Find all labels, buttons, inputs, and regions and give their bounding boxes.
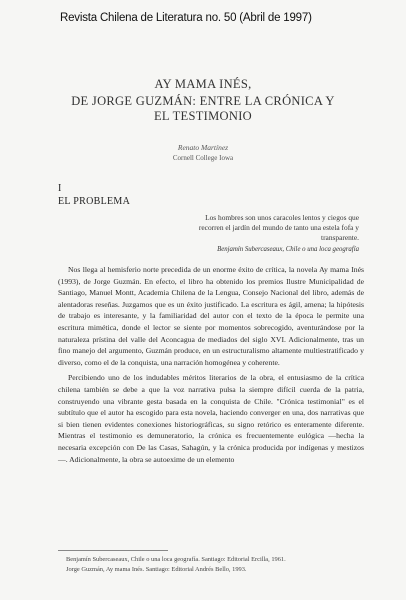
epigraph-line-3: transparente. — [321, 233, 359, 242]
body-text — [58, 264, 364, 465]
section-title: EL PROBLEMA — [58, 196, 131, 207]
footnote-divider — [58, 550, 168, 551]
footnote-2: Jorge Guzmán, Ay mama Inés. Santiago: Editorial Andrés Bello, 1993. — [66, 566, 247, 573]
epigraph-attribution: Benjamín Subercaseaux, Chile o una loca geografía — [217, 246, 359, 253]
author-name: Renato Martínez — [177, 143, 229, 152]
epigraph-line-1: Los hombres son unos caracoles lentos y ciegos que — [205, 213, 359, 222]
author-affiliation: Cornell College Iowa — [172, 154, 234, 162]
journal-header: Revista Chilena de Literatura no. 50 (Abril de 1997) — [60, 12, 312, 24]
title-line-2: DE JORGE GUZMÁN: ENTRE LA CRÓNICA Y — [71, 94, 335, 108]
paragraph-1: Nos llega al hemisferio norte precedida de un enorme éxito de crítica, la novela Ay mama Inés (1993), de Jorge Guzmán. En efecto, el libro ha obtenido los premios Ilustre Municipalidad de Santiago, Manuel Montt, Academia Chilena de la Lengua, Consejo Nacional del libro, además de alentadoras reseñas. Juzgamos que es un éxito justificado. La escritura es ágil, amena; la hipótesis de trabajo es interesante, y la familiaridad del autor con el texto de la época le permite una escritura mimética, donde el lector se siente por momentos sobrecogido, aventurándose por la naturaleza prístina del valle del Aconcagua de mediados del siglo XVI. Adicionalmente, tras un fino manejo del argumento, Guzmán produce, en un estructuralismo altamente multiestratificado y diverso, como el de la conquista, una narración homogénea y coherente. — [58, 265, 364, 367]
paragraph-2: Percibiendo uno de los indudables méritos literarios de la obra, el entusiasmo de la crítica chilena también se debe a que la voz narrativa pulsa la siempre difícil cuerda de la patria, construyendo una vibrante gesta basada en la conquista de Chile. "Crónica testimonial" es el subtítulo que el autor ha escogido para esta novela, haciendo converger en una, dos narrativas que si bien tienen evidentes conexiones historiográficas, su signo retórico es enteramente diferente. Mientras el testimonio es demuneratorio, la crónica es frecuentemente eulógica —hecha la necesaria excepción con De las Casas, Sahagún, y la crónica producida por indígenas y mestizos—. Adicionalmente, la obra se autoexime de un elemento — [58, 373, 364, 464]
title-line-1: AY MAMA INÉS, — [154, 77, 252, 91]
footnote-1: Benjamín Subercaseaux, Chile o una loca geografía. Santiago: Editorial Ercilla, 1961. — [66, 556, 286, 563]
epigraph-line-2: recorren el jardín del mundo de tanto una estela fofa y — [198, 223, 359, 232]
section-number: I — [58, 183, 62, 194]
title-line-3: EL TESTIMONIO — [154, 109, 252, 123]
